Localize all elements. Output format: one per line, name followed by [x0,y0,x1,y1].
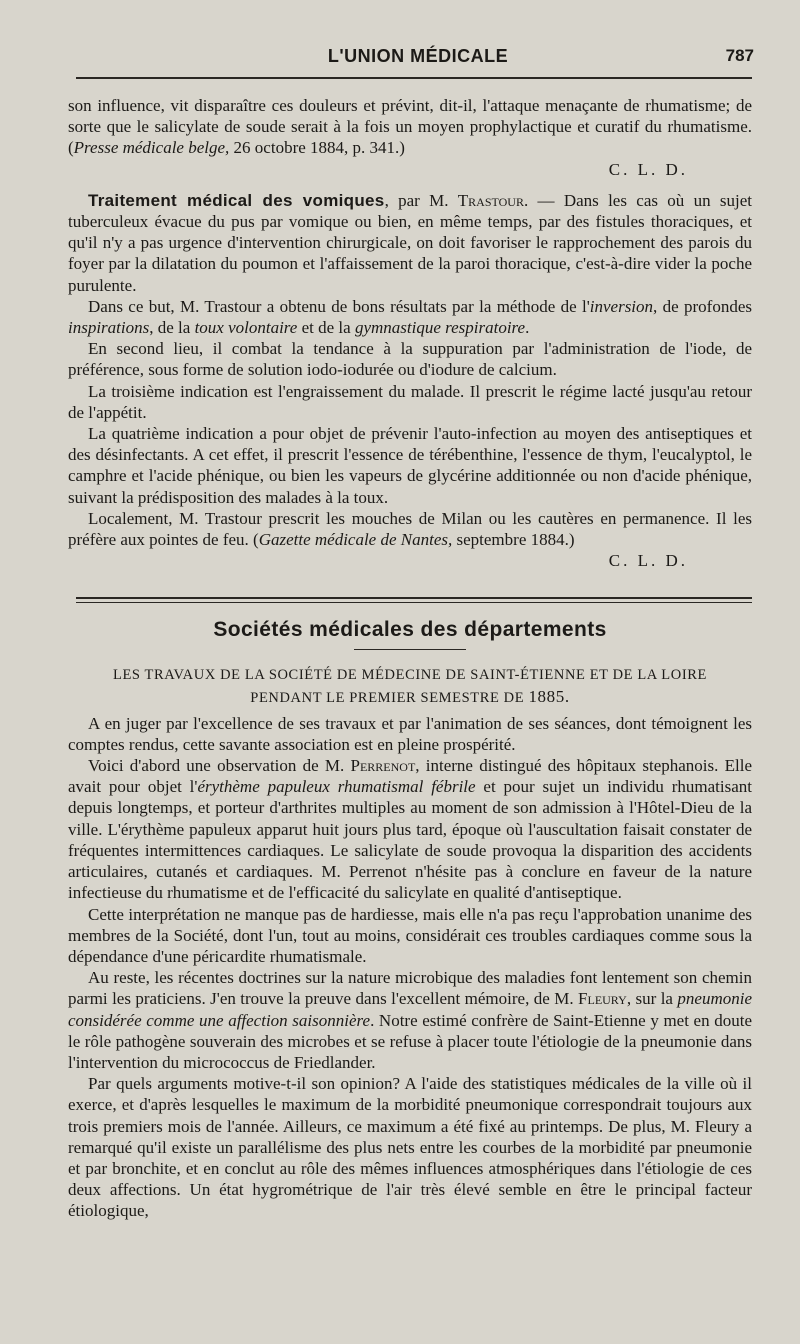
section-paragraph: Par quels arguments motive-t-il son opinion? A l'aide des statistiques médicales de la ville où il exerce, et d'après lesquelles le maximum de la morbidité pneumonique correspondrait toujours aux trois premiers mois de l'année. Ailleurs, ce maximum a été fixé au printemps. De plus, M. Fleury a remarqué qu'il existe un parallélisme des plus nets entre les courbes de la morbidité par pneumonie et par bronchite, et en conclut au rôle des mêmes influences atmosphériques dans l'étiologie de ces deux affections. Un état hygrométrique de l'air très élevé semble en être le principal facteur étiologique, [68,1074,752,1221]
article-paragraph: La troisième indication est l'engraissement du malade. Il prescrit le régime lacté jusqu'au retour de l'appétit. [68,381,752,422]
header-rule [76,77,752,79]
article-paragraph: En second lieu, il combat la tendance à la suppuration par l'administration de l'iode, de préférence, sous forme de solution iodo-iodurée ou d'iodure de calcium. [68,339,752,380]
page-header [68,46,768,76]
author-name: Perrenot [350,756,416,776]
author-name: Trastour [457,190,524,210]
article-paragraph: Dans ce but, M. Trastour a obtenu de bons résultats par la méthode de l'inversion, de profondes inspirations, de la toux volontaire et de la gymnastique respiratoire. [68,296,753,338]
running-title: L'UNION MÉDICALE [327,46,509,66]
author-name: Fleury [578,989,627,1009]
page-body [68,95,752,1222]
signature: C. L. D. [608,159,688,179]
article-paragraph: Localement, M. Trastour prescrit les mouches de Milan ou les cautères en permanence. Il les préfère aux pointes de feu. (Gazette médicale de Nantes, septembre 1884.) [68,508,752,550]
article-paragraph: La quatrième indication a pour objet de prévenir l'auto-infection au moyen des antiseptiques et des désinfectants. A cet effet, il prescrit l'essence de térébenthine, l'essence de thym, l'eucalyptol, le camphre et l'acide phénique, ou bien les vapeurs de glycérine additionnée ou non d'acide phénique, suivant la prédisposition des malades à la toux. [68,424,752,507]
section-paragraph: Voici d'abord une observation de M. Perrenot, interne distingué des hôpitaux stephanois. Elle avait pour objet l'érythème papuleux rhumatismal fébrile et pour sujet un individu rhumatisant depuis longtemps, et porteur d'arthrites multiples au moment de son admission à l'Hôtel-Dieu de la ville. L'érythème papuleux apparut huit jours plus tard, époque où l'auscultation faisait constater de fréquentes intermittences cardiaques. Le salicylate de soude provoqua la disparition des accidents articulaires, cutanés et cardiaques. M. Perrenot n'hésite pas à conclure en faveur de la nature infectieuse du rhumatisme et de l'efficacité du salicylate en qualité d'antiseptique. [68,756,752,903]
section-divider [76,597,752,603]
section-paragraph: Cette interprétation ne manque pas de hardiesse, mais elle n'a pas reçu l'approbation unanime des membres de la Société, dont l'un, tout au moins, considérait ces troubles cardiaques comme sous la dépendance d'une péricardite rhumatismale. [68,904,752,966]
title-rule [354,649,466,650]
section-title: Sociétés médicales des départements [213,618,607,642]
article-lead: Traitement médical des vomiques, par M. Trastour. — Dans les cas où un sujet tuberculeux évacue du pus par vomique ou bien, en même temps, par des fistules thoraciques, et qu'il n'y a pas urgence d'intervention chirurgicale, on doit favoriser le rapprochement des parois du foyer par la dilatation du poumon et l'affaissement de la paroi thoracique, c'est-à-dire vider la poche purulente. [68,190,752,295]
citation: Gazette médicale de Nantes, [258,530,453,550]
intro-paragraph: son influence, vit disparaître ces douleurs et prévint, dit-il, l'attaque menaçante de rhumatisme; de sorte que le salicylate de soude serait à la fois un moyen prophylactique et curatif du rhumatisme. (Presse médicale belge, 26 octobre 1884, p. 341.) [68,96,752,158]
citation: Presse médicale belge, [73,138,230,158]
article-title: Traitement médical des vomiques [88,190,385,210]
signature: C. L. D. [608,551,688,571]
section-paragraph: A en juger par l'excellence de ses travaux et par l'animation de ses séances, dont témoignent les comptes rendus, cette savante association est en pleine prospérité. [68,713,752,754]
section-subheading: LES TRAVAUX DE LA SOCIÉTÉ DE MÉDECINE DE SAINT-ÉTIENNE ET DE LA LOIRE PENDANT LE PREMIER SEMESTRE DE 1885. [113,666,707,706]
section-paragraph: Au reste, les récentes doctrines sur la nature microbique des maladies font lentement son chemin parmi les praticiens. J'en trouve la preuve dans l'excellent mémoire, de M. Fleury, sur la pneumonie considérée comme une affection saisonnière. Notre estimé confrère de Saint-Etienne y met en doute le rôle pathogène souverain des microbes et se refuse à placer toute l'étiologie de la pneumonie dans l'intervention du micrococcus de Friedlander. [68,968,752,1072]
page-number: 787 [725,46,754,65]
